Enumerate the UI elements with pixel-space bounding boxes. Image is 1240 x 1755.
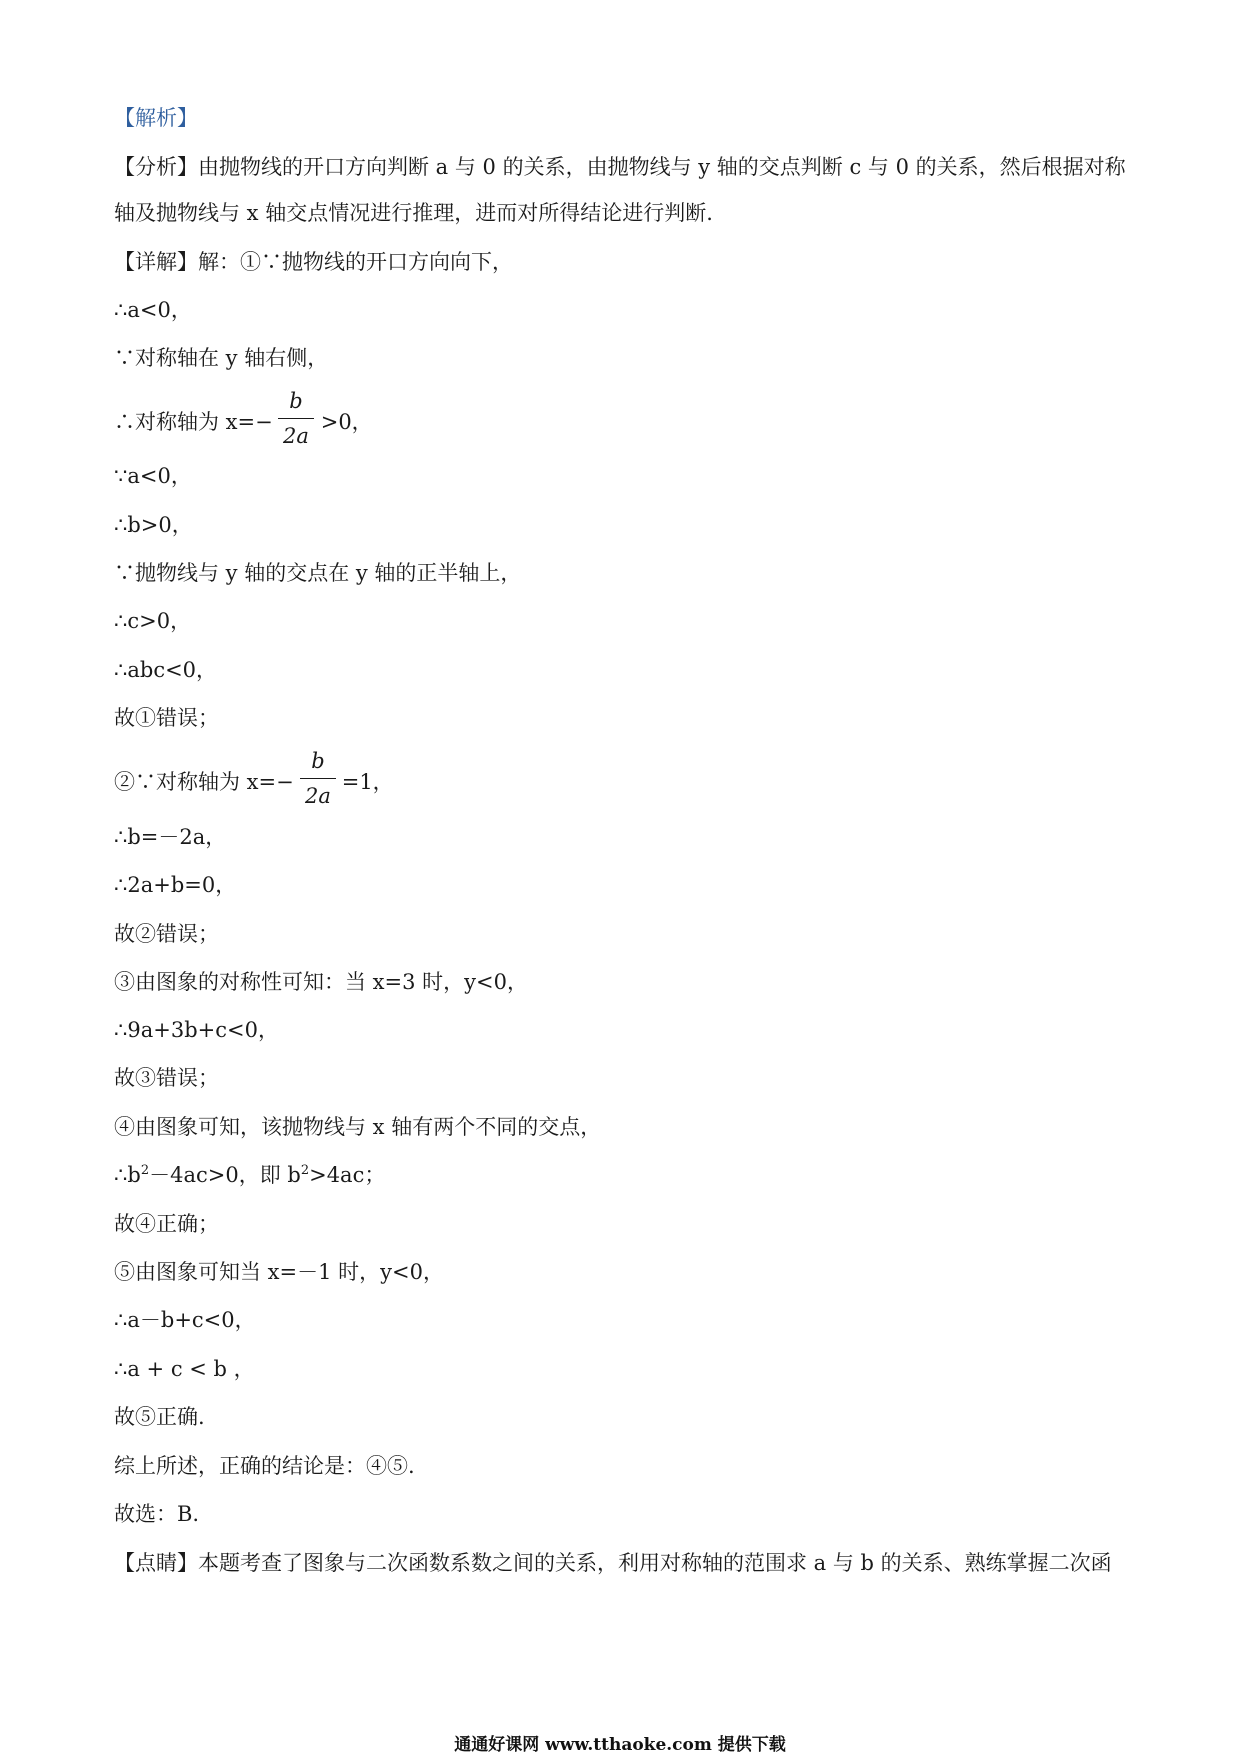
step-line: ∴对称轴为 x=− >0， <box>114 410 373 434</box>
step-line: ③由图象的对称性可知：当 x=3 时，y<0， <box>114 970 528 994</box>
analysis-label: 【分析】 <box>114 155 198 179</box>
step-line: ∵a<0， <box>114 464 192 488</box>
detail-line: 【详解】解：①∵抛物线的开口方向向下， <box>114 250 513 274</box>
step-line: ∴a－b+c<0， <box>114 1308 256 1332</box>
dianjing-label: 【点睛】 <box>114 1551 198 1575</box>
step-line: ②∵对称轴为 x=− =1， <box>114 770 394 794</box>
step-line: ∴abc<0， <box>114 658 218 682</box>
fraction-b-over-2a: b 2a <box>296 746 340 811</box>
step-line: ⑤由图象可知当 x=－1 时，y<0， <box>114 1260 444 1284</box>
fraction-b-over-2a: b 2a <box>274 386 318 451</box>
step-line: 故③错误； <box>114 1066 219 1090</box>
step-line: ∴a<0， <box>114 298 192 322</box>
conclusion-line: 综上所述，正确的结论是：④⑤. <box>114 1454 415 1478</box>
step-line: ∵对称轴在 y 轴右侧， <box>114 346 329 370</box>
step-line: 故①错误； <box>114 706 219 730</box>
analysis-line-2: 轴及抛物线与 x 轴交点情况进行推理，进而对所得结论进行判断. <box>114 201 713 225</box>
detail-label: 【详解】 <box>114 250 198 274</box>
section-heading: 【解析】 <box>114 106 198 130</box>
step-line: ∴b>0， <box>114 513 193 537</box>
step-line: ∴2a+b=0， <box>114 873 237 897</box>
step-line: ④由图象可知，该抛物线与 x 轴有两个不同的交点， <box>114 1115 602 1139</box>
dianjing-line: 【点睛】本题考查了图象与二次函数系数之间的关系，利用对称轴的范围求 a 与 b 的关系、熟练掌握二次函 <box>114 1551 1112 1575</box>
step-line: ∴a + c < b ， <box>114 1357 255 1381</box>
step-line: 故④正确； <box>114 1212 219 1236</box>
step-line: 故⑤正确. <box>114 1405 205 1429</box>
step-line: ∴b=－2a， <box>114 825 227 849</box>
step-line: ∴9a+3b+c<0， <box>114 1018 279 1042</box>
footer-watermark: 通通好课网 www.tthaoke.com 提供下载 <box>454 1735 786 1755</box>
step-line: ∵抛物线与 y 轴的交点在 y 轴的正半轴上， <box>114 561 522 585</box>
step-line: 故②错误； <box>114 922 219 946</box>
step-line: ∴c>0， <box>114 609 192 633</box>
discriminant-line: $\therefore b^2-4ac>0$，即 $b^2>4ac$； <box>114 1163 386 1187</box>
analysis-line-1: 【分析】由抛物线的开口方向判断 a 与 0 的关系，由抛物线与 y 轴的交点判断 c 与 0 的关系，然后根据对称 <box>114 155 1126 179</box>
answer-line: 故选：B. <box>114 1502 200 1526</box>
